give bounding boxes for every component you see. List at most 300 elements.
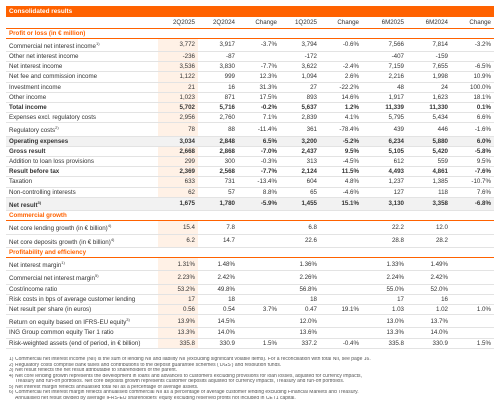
table-cell: 14.7 xyxy=(198,234,238,247)
footnote-ref: 4) xyxy=(107,223,112,229)
table-cell xyxy=(320,315,362,328)
table-row xyxy=(6,315,494,328)
table-cell: 7,566 xyxy=(362,38,407,51)
table-cell: 1,917 xyxy=(362,92,407,102)
table-cell: 4.8% xyxy=(320,177,362,187)
table-cell: 2.42% xyxy=(198,271,238,284)
table-cell: 24 xyxy=(407,82,451,92)
table-body xyxy=(6,28,494,348)
table-cell: 2,839 xyxy=(280,113,320,123)
table-cell: 2,437 xyxy=(280,146,320,156)
col-header: Change xyxy=(320,17,362,28)
table-cell: 13.3% xyxy=(362,328,407,338)
footnote-number: 2) xyxy=(9,362,14,368)
table-cell: 1,623 xyxy=(407,92,451,102)
table-cell: 1,237 xyxy=(362,177,407,187)
col-header: 6M2025 xyxy=(362,17,407,28)
table-cell: 1,122 xyxy=(158,72,198,82)
row-label-text: Total income xyxy=(9,103,47,111)
results-table xyxy=(6,17,494,349)
table-row xyxy=(6,328,494,338)
table-cell xyxy=(238,221,280,234)
table-cell: -5.2% xyxy=(320,136,362,146)
table-cell: 731 xyxy=(198,177,238,187)
table-cell: 48 xyxy=(362,82,407,92)
table-cell: -13.4% xyxy=(238,177,280,187)
row-label xyxy=(6,221,158,234)
row-label-text: Regulatory costs xyxy=(9,127,56,135)
table-row xyxy=(6,338,494,348)
table-cell: 1.49% xyxy=(407,258,451,271)
row-label-text: Risk costs in bps of average customer lending xyxy=(9,295,136,303)
table-cell: -7.7% xyxy=(238,167,280,177)
footnote-number: 4) xyxy=(9,373,14,379)
col-header: 2Q2024 xyxy=(198,17,238,28)
table-cell: 16 xyxy=(407,294,451,304)
row-label xyxy=(6,136,158,146)
table-cell xyxy=(320,51,362,61)
row-label xyxy=(6,157,158,167)
table-row xyxy=(6,271,494,284)
table-cell: 2,568 xyxy=(198,167,238,177)
table-cell: 337.2 xyxy=(280,338,320,348)
table-cell: -1.6% xyxy=(451,123,494,136)
footnote-number: 1) xyxy=(9,357,14,362)
table-cell: 2,668 xyxy=(158,146,198,156)
table-cell: 14.5% xyxy=(198,315,238,328)
table-cell: 7.6% xyxy=(451,187,494,197)
table-cell: 6.6% xyxy=(451,113,494,123)
footnote-ref: 3) xyxy=(37,199,42,205)
row-label xyxy=(6,187,158,197)
row-label xyxy=(6,294,158,304)
table-cell: 446 xyxy=(407,123,451,136)
table-cell: 1,094 xyxy=(280,72,320,82)
table-cell: -7.0% xyxy=(238,146,280,156)
table-cell: 5,716 xyxy=(198,102,238,112)
table-cell: 15.1% xyxy=(320,197,362,210)
row-label-text: Investment income xyxy=(9,83,61,91)
table-cell: 7.8 xyxy=(198,221,238,234)
table-cell: 22.6 xyxy=(280,234,320,247)
table-cell: -11.4% xyxy=(238,123,280,136)
col-header: 1Q2025 xyxy=(280,17,320,28)
table-cell: 3,536 xyxy=(158,62,198,72)
table-cell: 57 xyxy=(198,187,238,197)
row-label xyxy=(6,62,158,72)
table-row xyxy=(6,177,494,187)
row-label xyxy=(6,82,158,92)
table-cell: 0.47 xyxy=(280,305,320,315)
footnote-text: Commercial net interest income (NII) is the sum of lending NII and liability NII (excluding significant volatile items). For a reconciliation with total NII, see page 16. xyxy=(15,357,371,362)
table-cell xyxy=(320,258,362,271)
table-cell: 2,956 xyxy=(158,113,198,123)
table-cell: 15.4 xyxy=(158,221,198,234)
table-cell: 17.5% xyxy=(238,92,280,102)
table-cell: 18 xyxy=(198,294,238,304)
row-label-text: Operating expenses xyxy=(9,137,69,145)
table-cell xyxy=(451,51,494,61)
table-cell: -0.3% xyxy=(238,157,280,167)
table-cell: -236 xyxy=(158,51,198,61)
section-title: Commercial growth xyxy=(6,211,494,221)
table-cell: 5,637 xyxy=(280,102,320,112)
table-cell: 300 xyxy=(198,157,238,167)
footnote-text: Net interest margin reflects annualised total NII as a percentage of average assets. xyxy=(15,384,199,390)
table-row xyxy=(6,136,494,146)
table-cell: 1.2% xyxy=(320,102,362,112)
table-cell xyxy=(451,328,494,338)
table-cell: 330.9 xyxy=(198,338,238,348)
row-label-text: Addition to loan loss provisions xyxy=(9,158,94,166)
row-label xyxy=(6,146,158,156)
col-header: 2Q2025 xyxy=(158,17,198,28)
table-cell: 10.9% xyxy=(451,72,494,82)
table-cell: 1,385 xyxy=(407,177,451,187)
table-cell: 0.56 xyxy=(158,305,198,315)
table-cell: -22.2% xyxy=(320,82,362,92)
row-label xyxy=(6,258,158,271)
table-cell: 335.8 xyxy=(362,338,407,348)
footnote-number: 6) xyxy=(9,390,14,395)
table-cell: 88 xyxy=(198,123,238,136)
table-cell: 3,130 xyxy=(362,197,407,210)
table-cell: 13.7% xyxy=(407,315,451,328)
table-cell: 0.1% xyxy=(451,102,494,112)
table-cell: 3.7% xyxy=(238,305,280,315)
table-cell: 1.31% xyxy=(158,258,198,271)
row-label xyxy=(6,92,158,102)
table-cell: 11.5% xyxy=(320,167,362,177)
table-cell: 12.3% xyxy=(238,72,280,82)
table-cell: 3,034 xyxy=(158,136,198,146)
row-label xyxy=(6,102,158,112)
row-label xyxy=(6,284,158,294)
row-label-text: Cost/income ratio xyxy=(9,285,58,293)
row-label-text: Commercial net interest margin xyxy=(9,275,95,283)
table-cell: 8.8% xyxy=(238,187,280,197)
table-row xyxy=(6,113,494,123)
table-cell: 1.5% xyxy=(238,338,280,348)
footnote xyxy=(9,396,491,402)
row-label xyxy=(6,38,158,51)
col-header: 6M2024 xyxy=(407,17,451,28)
table-cell xyxy=(238,258,280,271)
footnote-text: Regulatory costs comprise bank taxes and contributions to the deposit guarantee schemes (‘DGS’) and resolution funds. xyxy=(15,362,282,368)
footnote-ref: 2) xyxy=(55,125,59,131)
table-cell: 5,420 xyxy=(407,146,451,156)
table-cell: 9.5% xyxy=(451,157,494,167)
table-cell: 11,339 xyxy=(362,102,407,112)
footnote-ref: 3) xyxy=(126,317,130,323)
table-row xyxy=(6,146,494,156)
table-cell: 2,760 xyxy=(198,113,238,123)
table-cell xyxy=(238,284,280,294)
table-cell: 1.5% xyxy=(451,338,494,348)
table-cell: 4,861 xyxy=(407,167,451,177)
footnote-ref: 4) xyxy=(110,236,115,242)
table-cell: -3.2% xyxy=(451,38,494,51)
table-cell: 100.0% xyxy=(451,82,494,92)
table-cell: 6.5% xyxy=(238,136,280,146)
table-cell: 6.0% xyxy=(451,136,494,146)
footnote-ref: 5) xyxy=(94,273,99,279)
table-cell: 1,998 xyxy=(407,72,451,82)
table-cell xyxy=(320,328,362,338)
table-cell: 559 xyxy=(407,157,451,167)
table-row xyxy=(6,157,494,167)
table-cell: 56.8% xyxy=(280,284,320,294)
row-label-text: Net result xyxy=(9,201,38,209)
table-cell: 7,159 xyxy=(362,62,407,72)
footnote-ref: 1) xyxy=(61,260,65,266)
table-row xyxy=(6,62,494,72)
table-cell: 52.0% xyxy=(407,284,451,294)
table-cell: 2.42% xyxy=(407,271,451,284)
table-cell: 28.8 xyxy=(362,234,407,247)
row-label xyxy=(6,51,158,61)
table-cell: 19.1% xyxy=(320,305,362,315)
table-row xyxy=(6,294,494,304)
table-cell xyxy=(451,271,494,284)
table-cell: 7,655 xyxy=(407,62,451,72)
table-cell: -7.6% xyxy=(451,167,494,177)
table-cell: 17 xyxy=(362,294,407,304)
table-cell: 7,814 xyxy=(407,38,451,51)
section-header-row xyxy=(6,211,494,221)
table-cell: -7.7% xyxy=(238,62,280,72)
table-cell xyxy=(320,221,362,234)
table-cell xyxy=(320,294,362,304)
row-label-text: Risk-weighted assets (end of period, in € billion) xyxy=(9,339,141,347)
row-label-text: Other income xyxy=(9,93,47,101)
table-cell: 21 xyxy=(158,82,198,92)
table-cell: 893 xyxy=(280,92,320,102)
table-row xyxy=(6,258,494,271)
table-cell: 2,216 xyxy=(362,72,407,82)
table-cell: 14.6% xyxy=(320,92,362,102)
col-header: Change xyxy=(451,17,494,28)
table-cell xyxy=(320,234,362,247)
table-cell: -159 xyxy=(407,51,451,61)
row-label-text: Net fee and commission income xyxy=(9,73,98,81)
table-cell xyxy=(238,328,280,338)
table-cell: 28.2 xyxy=(407,234,451,247)
table-cell: 439 xyxy=(362,123,407,136)
table-cell: 6.2 xyxy=(158,234,198,247)
table-cell: 1.03 xyxy=(362,305,407,315)
row-label-text: Result before tax xyxy=(9,168,60,176)
table-cell: -5.9% xyxy=(238,197,280,210)
table-cell: 2,369 xyxy=(158,167,198,177)
table-cell: -0.4% xyxy=(320,338,362,348)
table-cell xyxy=(451,234,494,247)
table-cell: -3.7% xyxy=(238,38,280,51)
table-row xyxy=(6,82,494,92)
section-header-row xyxy=(6,28,494,38)
table-cell: 127 xyxy=(362,187,407,197)
table-cell: 1,455 xyxy=(280,197,320,210)
table-cell: 361 xyxy=(280,123,320,136)
table-cell: 5,105 xyxy=(362,146,407,156)
table-cell xyxy=(238,294,280,304)
row-label-text: Net interest income xyxy=(9,63,63,71)
table-cell: 17 xyxy=(158,294,198,304)
row-label-text: Other net interest income xyxy=(9,52,79,60)
table-cell xyxy=(238,51,280,61)
table-cell: -172 xyxy=(280,51,320,61)
table-cell xyxy=(451,284,494,294)
table-cell xyxy=(451,315,494,328)
row-label-text: Net core deposits growth (in € billion) xyxy=(9,238,111,246)
table-cell: 13.9% xyxy=(158,315,198,328)
table-cell: 2.6% xyxy=(320,72,362,82)
table-cell: 2,848 xyxy=(198,136,238,146)
table-cell: -0.6% xyxy=(320,38,362,51)
row-label-text: Net core lending growth (in € billion) xyxy=(9,225,108,233)
table-cell: 1.0% xyxy=(451,305,494,315)
table-cell: 49.8% xyxy=(198,284,238,294)
row-label xyxy=(6,328,158,338)
header-row xyxy=(6,17,494,28)
row-label xyxy=(6,271,158,284)
table-cell: 4,493 xyxy=(362,167,407,177)
table-cell: 3,830 xyxy=(198,62,238,72)
footnote-text: Commercial net interest margin reflects annualised commercial NII as a percentage of average customer lending excluding Financial Markets and Treasury. xyxy=(15,390,359,395)
table-cell: 5,434 xyxy=(407,113,451,123)
table-row xyxy=(6,234,494,247)
table-cell: 18 xyxy=(280,294,320,304)
table-cell: 3,794 xyxy=(280,38,320,51)
table-cell xyxy=(238,315,280,328)
row-label-text: Gross result xyxy=(9,147,46,155)
table-row xyxy=(6,167,494,177)
table-cell: 1,023 xyxy=(158,92,198,102)
table-cell xyxy=(320,271,362,284)
table-cell: 3,200 xyxy=(280,136,320,146)
table-cell: 7.1% xyxy=(238,113,280,123)
row-label xyxy=(6,167,158,177)
footnote-ref: 1) xyxy=(96,40,100,46)
table-cell: 118 xyxy=(407,187,451,197)
table-cell xyxy=(451,221,494,234)
table-row xyxy=(6,92,494,102)
footnote-text: Annualised net result divided by average IFRS-EU shareholders’ equity excluding reserved profits not included in CET1 capital. xyxy=(15,395,296,401)
table-cell: 11,330 xyxy=(407,102,451,112)
table-cell: 5,795 xyxy=(362,113,407,123)
table-row xyxy=(6,284,494,294)
table-cell: 53.2% xyxy=(158,284,198,294)
row-label xyxy=(6,113,158,123)
table-cell: 65 xyxy=(280,187,320,197)
table-cell: 633 xyxy=(158,177,198,187)
row-label xyxy=(6,305,158,315)
table-cell: 14.0% xyxy=(198,328,238,338)
table-cell: 22.2 xyxy=(362,221,407,234)
table-cell: 313 xyxy=(280,157,320,167)
table-cell: 612 xyxy=(362,157,407,167)
table-cell: 1.02 xyxy=(407,305,451,315)
table-row xyxy=(6,123,494,136)
table-cell: 2.26% xyxy=(280,271,320,284)
table-cell: 604 xyxy=(280,177,320,187)
table-row xyxy=(6,72,494,82)
table-cell: 2,868 xyxy=(198,146,238,156)
table-cell: 5,880 xyxy=(407,136,451,146)
table-cell: 16 xyxy=(198,82,238,92)
section-title: Profitability and efficiency xyxy=(6,247,494,257)
table-cell: 12.0% xyxy=(280,315,320,328)
table-cell: -78.4% xyxy=(320,123,362,136)
footnote-number: 3) xyxy=(9,368,14,373)
section-header-row xyxy=(6,247,494,257)
row-label xyxy=(6,177,158,187)
table-cell: -6.5% xyxy=(451,62,494,72)
table-cell: 6.8 xyxy=(280,221,320,234)
table-cell: 871 xyxy=(198,92,238,102)
table-cell: 78 xyxy=(158,123,198,136)
table-cell: 4.1% xyxy=(320,113,362,123)
table-cell: 12.0 xyxy=(407,221,451,234)
row-label-text: Return on equity based on IFRS-EU equity xyxy=(9,319,127,327)
table-cell: 2.24% xyxy=(362,271,407,284)
table-row xyxy=(6,197,494,210)
table-row xyxy=(6,102,494,112)
table-row xyxy=(6,221,494,234)
col-header: Change xyxy=(238,17,280,28)
table-title: Consolidated results xyxy=(6,6,494,17)
table-cell: -2.4% xyxy=(320,62,362,72)
row-label-text: Non-controlling interests xyxy=(9,188,76,196)
table-row xyxy=(6,305,494,315)
row-label-text: Net interest margin xyxy=(9,262,62,270)
table-cell: 9.5% xyxy=(320,146,362,156)
table-cell: 3,358 xyxy=(407,197,451,210)
table-cell: 1.33% xyxy=(362,258,407,271)
table-cell: 27 xyxy=(280,82,320,92)
table-cell: 3,622 xyxy=(280,62,320,72)
table-cell: 999 xyxy=(198,72,238,82)
table-cell: 1,780 xyxy=(198,197,238,210)
footnotes xyxy=(9,357,491,401)
table-cell xyxy=(320,284,362,294)
table-cell: -4.6% xyxy=(320,187,362,197)
table-cell xyxy=(451,294,494,304)
table-cell: -407 xyxy=(362,51,407,61)
row-label-text: Net result per share (in euros) xyxy=(9,306,92,314)
table-cell: 31.3% xyxy=(238,82,280,92)
table-cell: 330.9 xyxy=(407,338,451,348)
table-cell: 13.3% xyxy=(158,328,198,338)
footnote-text: Net result reflects the net result attributable to shareholders of the parent. xyxy=(15,368,178,373)
footnote-number: 5) xyxy=(9,384,14,390)
row-label-text: Taxation xyxy=(9,178,33,186)
table-cell xyxy=(238,271,280,284)
table-cell: -87 xyxy=(198,51,238,61)
table-cell: -6.8% xyxy=(451,197,494,210)
row-label-text: ING Group common equity Tier 1 ratio xyxy=(9,329,114,337)
row-label xyxy=(6,315,158,328)
table-cell: 1.36% xyxy=(280,258,320,271)
row-label xyxy=(6,234,158,247)
table-cell: 1.48% xyxy=(198,258,238,271)
table-cell: 2.23% xyxy=(158,271,198,284)
table-cell: 299 xyxy=(158,157,198,167)
consolidated-results-panel xyxy=(6,6,494,349)
table-cell: 18.1% xyxy=(451,92,494,102)
row-label xyxy=(6,72,158,82)
table-cell: 6,234 xyxy=(362,136,407,146)
